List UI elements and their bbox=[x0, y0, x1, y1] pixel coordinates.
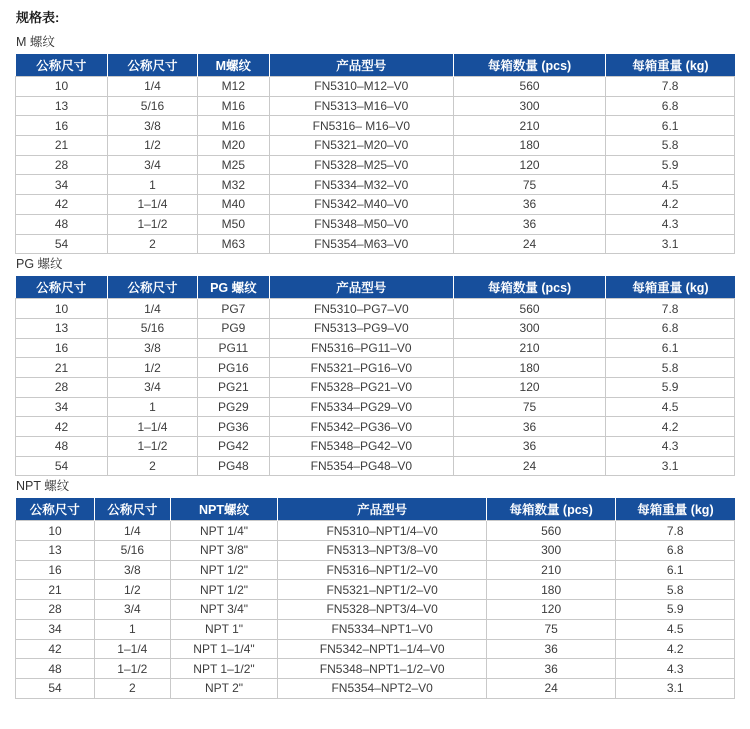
table-row bbox=[16, 619, 735, 639]
table-cell: 21 bbox=[16, 358, 108, 378]
header-row bbox=[16, 498, 735, 521]
spec-section-m bbox=[15, 32, 735, 254]
table-cell: PG29 bbox=[197, 397, 269, 417]
table-cell: FN5348–PG42–V0 bbox=[269, 437, 453, 457]
table-cell: 34 bbox=[16, 619, 95, 639]
table-cell: NPT 1/2" bbox=[170, 580, 278, 600]
table-cell: 300 bbox=[453, 96, 605, 116]
spec-section-pg bbox=[15, 254, 735, 476]
table-cell: 3/8 bbox=[108, 116, 198, 136]
table-cell: 34 bbox=[16, 397, 108, 417]
table-cell: M12 bbox=[197, 77, 269, 97]
table-cell: 6.1 bbox=[616, 560, 735, 580]
table-row bbox=[16, 560, 735, 580]
table-cell: 2 bbox=[108, 234, 198, 254]
table-cell: 1 bbox=[108, 175, 198, 195]
table-cell: 1 bbox=[95, 619, 170, 639]
table-cell: 120 bbox=[453, 155, 605, 175]
table-cell: NPT 3/4" bbox=[170, 600, 278, 620]
table-cell: 4.5 bbox=[606, 175, 735, 195]
table-cell: NPT 1" bbox=[170, 619, 278, 639]
table-cell: 3.1 bbox=[606, 456, 735, 476]
column-header: 每箱数量 (pcs) bbox=[453, 276, 605, 299]
table-cell: 3/4 bbox=[95, 600, 170, 620]
table-cell: 24 bbox=[453, 456, 605, 476]
table-cell: 3/8 bbox=[108, 338, 198, 358]
table-cell: PG7 bbox=[197, 299, 269, 319]
table-cell: 28 bbox=[16, 600, 95, 620]
table-cell: 560 bbox=[453, 299, 605, 319]
table-cell: 6.1 bbox=[606, 338, 735, 358]
table-cell: 210 bbox=[453, 116, 605, 136]
table-cell: 5.9 bbox=[616, 600, 735, 620]
table-cell: 4.2 bbox=[616, 639, 735, 659]
table-row bbox=[16, 456, 735, 476]
table-cell: M16 bbox=[197, 96, 269, 116]
table-cell: 5/16 bbox=[108, 318, 198, 338]
table-cell: 21 bbox=[16, 580, 95, 600]
table-cell: FN5321–NPT1/2–V0 bbox=[278, 580, 487, 600]
page-title: 规格表: bbox=[16, 10, 60, 25]
table-cell: FN5313–M16–V0 bbox=[269, 96, 453, 116]
table-cell: FN5354–NPT2–V0 bbox=[278, 678, 487, 698]
table-cell: 13 bbox=[16, 541, 95, 561]
table-cell: 7.8 bbox=[606, 77, 735, 97]
column-header: 公称尺寸 bbox=[108, 276, 198, 299]
table-cell: 7.8 bbox=[616, 521, 735, 541]
table-cell: 36 bbox=[453, 214, 605, 234]
spec-table-pg bbox=[15, 276, 735, 476]
section-label-npt: NPT 螺纹 bbox=[16, 479, 70, 494]
table-cell: 75 bbox=[453, 175, 605, 195]
table-cell: 21 bbox=[16, 136, 108, 156]
table-row bbox=[16, 377, 735, 397]
table-cell: 120 bbox=[453, 377, 605, 397]
table-cell: 48 bbox=[16, 659, 95, 679]
column-header: 公称尺寸 bbox=[108, 54, 198, 77]
table-cell: M50 bbox=[197, 214, 269, 234]
table-cell: 36 bbox=[486, 659, 615, 679]
table-cell: 1/4 bbox=[108, 77, 198, 97]
table-cell: 1–1/2 bbox=[108, 437, 198, 457]
table-body bbox=[16, 77, 735, 254]
spec-table-npt bbox=[15, 498, 735, 698]
table-cell: 36 bbox=[453, 195, 605, 215]
table-cell: FN5354–PG48–V0 bbox=[269, 456, 453, 476]
header-row bbox=[16, 276, 735, 299]
table-cell: 560 bbox=[453, 77, 605, 97]
table-cell: FN5321–PG16–V0 bbox=[269, 358, 453, 378]
table-cell: FN5354–M63–V0 bbox=[269, 234, 453, 254]
table-cell: M63 bbox=[197, 234, 269, 254]
table-row bbox=[16, 678, 735, 698]
table-cell: FN5310–PG7–V0 bbox=[269, 299, 453, 319]
table-row bbox=[16, 214, 735, 234]
table-cell: M20 bbox=[197, 136, 269, 156]
table-row bbox=[16, 136, 735, 156]
table-row bbox=[16, 175, 735, 195]
table-cell: 75 bbox=[453, 397, 605, 417]
table-cell: 4.5 bbox=[616, 619, 735, 639]
table-cell: PG11 bbox=[197, 338, 269, 358]
table-cell: 300 bbox=[486, 541, 615, 561]
column-header: 产品型号 bbox=[278, 498, 487, 521]
spec-section-npt bbox=[15, 476, 735, 698]
table-cell: 1–1/4 bbox=[108, 195, 198, 215]
table-cell: 4.2 bbox=[606, 417, 735, 437]
table-row bbox=[16, 299, 735, 319]
column-header: 公称尺寸 bbox=[95, 498, 170, 521]
column-header: NPT螺纹 bbox=[170, 498, 278, 521]
table-cell: 4.3 bbox=[616, 659, 735, 679]
table-cell: FN5310–M12–V0 bbox=[269, 77, 453, 97]
table-cell: NPT 3/8" bbox=[170, 541, 278, 561]
section-label-pg: PG 螺纹 bbox=[16, 257, 63, 272]
table-cell: 24 bbox=[453, 234, 605, 254]
table-cell: 6.8 bbox=[606, 318, 735, 338]
table-cell: 3/4 bbox=[108, 377, 198, 397]
table-cell: 120 bbox=[486, 600, 615, 620]
table-cell: 5.8 bbox=[606, 358, 735, 378]
table-cell: M25 bbox=[197, 155, 269, 175]
table-cell: 54 bbox=[16, 456, 108, 476]
table-cell: 34 bbox=[16, 175, 108, 195]
table-cell: 5/16 bbox=[108, 96, 198, 116]
column-header: 产品型号 bbox=[269, 276, 453, 299]
table-row bbox=[16, 580, 735, 600]
table-row bbox=[16, 639, 735, 659]
table-cell: 1–1/2 bbox=[108, 214, 198, 234]
table-row bbox=[16, 600, 735, 620]
table-cell: 1/4 bbox=[108, 299, 198, 319]
table-cell: 1/4 bbox=[95, 521, 170, 541]
table-cell: 16 bbox=[16, 338, 108, 358]
table-cell: FN5310–NPT1/4–V0 bbox=[278, 521, 487, 541]
table-cell: 1/2 bbox=[108, 358, 198, 378]
table-cell: FN5342–PG36–V0 bbox=[269, 417, 453, 437]
table-row bbox=[16, 659, 735, 679]
table-cell: 3/8 bbox=[95, 560, 170, 580]
column-header: 每箱重量 (kg) bbox=[606, 276, 735, 299]
table-cell: 42 bbox=[16, 639, 95, 659]
column-header: 每箱数量 (pcs) bbox=[453, 54, 605, 77]
table-cell: 54 bbox=[16, 234, 108, 254]
table-cell: 3.1 bbox=[616, 678, 735, 698]
section-label-m: M 螺纹 bbox=[16, 35, 55, 49]
table-cell: 3.1 bbox=[606, 234, 735, 254]
table-cell: NPT 1–1/2" bbox=[170, 659, 278, 679]
table-cell: 6.1 bbox=[606, 116, 735, 136]
table-cell: 4.3 bbox=[606, 437, 735, 457]
column-header: 公称尺寸 bbox=[16, 498, 95, 521]
table-cell: FN5348–M50–V0 bbox=[269, 214, 453, 234]
table-cell: FN5342–M40–V0 bbox=[269, 195, 453, 215]
table-row bbox=[16, 96, 735, 116]
table-cell: 6.8 bbox=[616, 541, 735, 561]
table-cell: 7.8 bbox=[606, 299, 735, 319]
table-cell: 1/2 bbox=[95, 580, 170, 600]
table-head bbox=[16, 276, 735, 299]
table-cell: FN5316–NPT1/2–V0 bbox=[278, 560, 487, 580]
column-header: 产品型号 bbox=[269, 54, 453, 77]
table-cell: 36 bbox=[453, 417, 605, 437]
tables-container bbox=[15, 32, 735, 699]
column-header: 每箱数量 (pcs) bbox=[486, 498, 615, 521]
table-cell: FN5313–PG9–V0 bbox=[269, 318, 453, 338]
table-cell: 1/2 bbox=[108, 136, 198, 156]
table-cell: FN5348–NPT1–1/2–V0 bbox=[278, 659, 487, 679]
table-cell: 54 bbox=[16, 678, 95, 698]
column-header: 每箱重量 (kg) bbox=[606, 54, 735, 77]
table-cell: FN5328–NPT3/4–V0 bbox=[278, 600, 487, 620]
table-row bbox=[16, 116, 735, 136]
table-cell: PG21 bbox=[197, 377, 269, 397]
table-cell: 28 bbox=[16, 377, 108, 397]
table-head bbox=[16, 498, 735, 521]
table-cell: FN5342–NPT1–1/4–V0 bbox=[278, 639, 487, 659]
table-body bbox=[16, 299, 735, 476]
table-row bbox=[16, 155, 735, 175]
table-row bbox=[16, 358, 735, 378]
table-cell: FN5316–PG11–V0 bbox=[269, 338, 453, 358]
table-cell: PG16 bbox=[197, 358, 269, 378]
table-cell: 2 bbox=[95, 678, 170, 698]
table-head bbox=[16, 54, 735, 77]
spec-table-m bbox=[15, 54, 735, 254]
table-row bbox=[16, 234, 735, 254]
table-cell: 75 bbox=[486, 619, 615, 639]
table-cell: NPT 1/4" bbox=[170, 521, 278, 541]
table-cell: 300 bbox=[453, 318, 605, 338]
table-row bbox=[16, 195, 735, 215]
table-cell: PG48 bbox=[197, 456, 269, 476]
table-cell: PG36 bbox=[197, 417, 269, 437]
table-cell: 28 bbox=[16, 155, 108, 175]
header-row bbox=[16, 54, 735, 77]
column-header: PG 螺纹 bbox=[197, 276, 269, 299]
table-cell: 6.8 bbox=[606, 96, 735, 116]
table-cell: M40 bbox=[197, 195, 269, 215]
table-cell: 560 bbox=[486, 521, 615, 541]
table-cell: FN5334–M32–V0 bbox=[269, 175, 453, 195]
table-cell: 48 bbox=[16, 437, 108, 457]
table-cell: 42 bbox=[16, 417, 108, 437]
table-cell: 5/16 bbox=[95, 541, 170, 561]
table-cell: 42 bbox=[16, 195, 108, 215]
table-cell: 210 bbox=[486, 560, 615, 580]
table-cell: 2 bbox=[108, 456, 198, 476]
table-cell: FN5316– M16–V0 bbox=[269, 116, 453, 136]
table-cell: NPT 1/2" bbox=[170, 560, 278, 580]
table-cell: 4.2 bbox=[606, 195, 735, 215]
column-header: M螺纹 bbox=[197, 54, 269, 77]
table-cell: 36 bbox=[486, 639, 615, 659]
table-cell: FN5313–NPT3/8–V0 bbox=[278, 541, 487, 561]
table-row bbox=[16, 338, 735, 358]
table-cell: 10 bbox=[16, 521, 95, 541]
table-cell: 5.9 bbox=[606, 377, 735, 397]
table-cell: 24 bbox=[486, 678, 615, 698]
table-row bbox=[16, 417, 735, 437]
table-cell: FN5321–M20–V0 bbox=[269, 136, 453, 156]
table-row bbox=[16, 77, 735, 97]
table-row bbox=[16, 521, 735, 541]
table-cell: 4.5 bbox=[606, 397, 735, 417]
table-cell: M16 bbox=[197, 116, 269, 136]
table-row bbox=[16, 397, 735, 417]
table-row bbox=[16, 541, 735, 561]
column-header: 公称尺寸 bbox=[16, 276, 108, 299]
column-header: 每箱重量 (kg) bbox=[616, 498, 735, 521]
table-cell: 1–1/4 bbox=[108, 417, 198, 437]
table-cell: 4.3 bbox=[606, 214, 735, 234]
table-cell: 16 bbox=[16, 116, 108, 136]
table-cell: 1–1/2 bbox=[95, 659, 170, 679]
table-cell: 36 bbox=[453, 437, 605, 457]
table-cell: 180 bbox=[453, 136, 605, 156]
table-cell: 3/4 bbox=[108, 155, 198, 175]
table-row bbox=[16, 437, 735, 457]
table-body bbox=[16, 521, 735, 698]
table-cell: FN5328–PG21–V0 bbox=[269, 377, 453, 397]
table-cell: 13 bbox=[16, 96, 108, 116]
table-cell: 210 bbox=[453, 338, 605, 358]
table-cell: 1 bbox=[108, 397, 198, 417]
table-cell: 16 bbox=[16, 560, 95, 580]
table-cell: NPT 1–1/4" bbox=[170, 639, 278, 659]
table-cell: PG42 bbox=[197, 437, 269, 457]
table-cell: 5.8 bbox=[616, 580, 735, 600]
table-cell: 5.9 bbox=[606, 155, 735, 175]
table-cell: 10 bbox=[16, 77, 108, 97]
column-header: 公称尺寸 bbox=[16, 54, 108, 77]
table-cell: FN5334–PG29–V0 bbox=[269, 397, 453, 417]
table-cell: 5.8 bbox=[606, 136, 735, 156]
table-cell: FN5334–NPT1–V0 bbox=[278, 619, 487, 639]
table-cell: 48 bbox=[16, 214, 108, 234]
table-cell: 180 bbox=[453, 358, 605, 378]
table-row bbox=[16, 318, 735, 338]
table-cell: 13 bbox=[16, 318, 108, 338]
table-cell: PG9 bbox=[197, 318, 269, 338]
table-cell: 180 bbox=[486, 580, 615, 600]
table-cell: NPT 2" bbox=[170, 678, 278, 698]
table-cell: FN5328–M25–V0 bbox=[269, 155, 453, 175]
table-cell: 1–1/4 bbox=[95, 639, 170, 659]
table-cell: 10 bbox=[16, 299, 108, 319]
table-cell: M32 bbox=[197, 175, 269, 195]
